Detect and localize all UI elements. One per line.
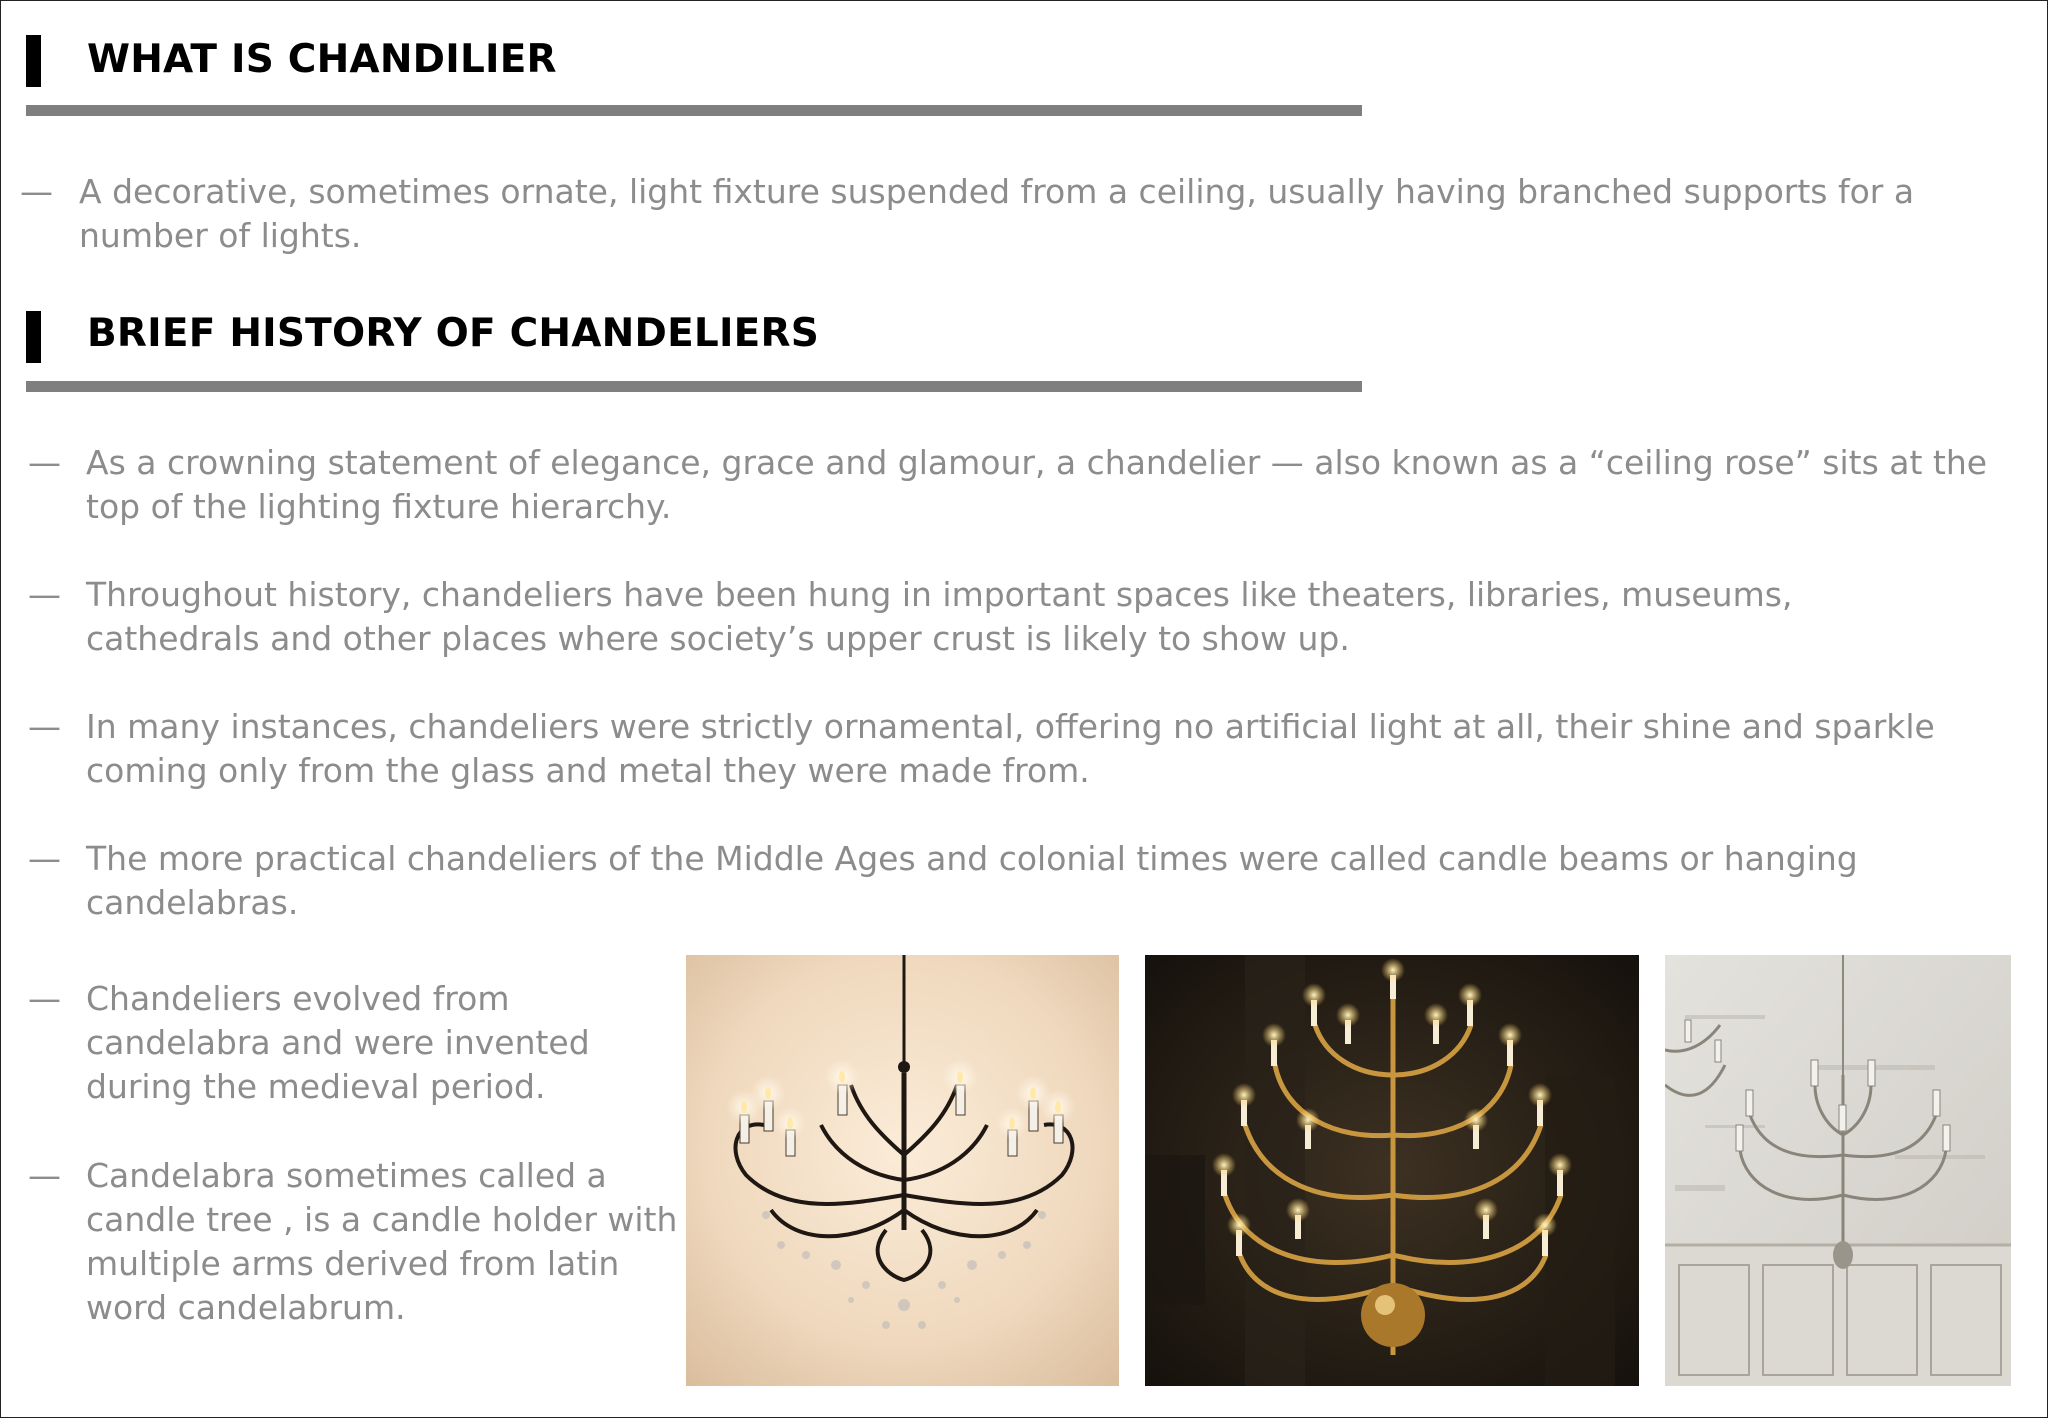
section-divider [26, 105, 1362, 116]
section-divider [26, 381, 1362, 392]
black-wrought-iron-chandelier-photo [686, 955, 1119, 1386]
list-item-text: Throughout history, chandeliers have been hung in important spaces like theaters, libraries, museums, cathedrals and other places where society’s upper crust is likely to show up. [86, 575, 1793, 658]
bullet-dash: — [20, 172, 53, 211]
list-item-text: The more practical chandeliers of the Middle Ages and colonial times were called candle beams or hanging candelabras. [86, 839, 1858, 922]
section-title-what-is-chandelier: WHAT IS CHANDILIER [87, 37, 557, 82]
list-item [28, 1154, 683, 1330]
list-item [20, 170, 2020, 258]
list-item-text: Candelabra sometimes called a candle tree , is a candle holder with multiple arms derived from latin word candelabrum. [86, 1156, 678, 1327]
list-item-text: Chandeliers evolved from candelabra and were invented during the medieval period. [86, 979, 590, 1106]
bullet-dash: — [28, 443, 61, 482]
bullet-dash: — [28, 839, 61, 878]
list-item [28, 573, 1928, 661]
list-item-text: In many instances, chandeliers were strictly ornamental, offering no artificial light at all, their shine and sparkle coming only from the glass and metal they were made from. [86, 707, 1935, 790]
bullet-dash: — [28, 575, 61, 614]
bullet-dash: — [28, 707, 61, 746]
section-marker [26, 311, 41, 363]
list-item [28, 837, 2043, 925]
white-distressed-chandelier-photo [1665, 955, 2011, 1386]
bullet-dash: — [28, 979, 61, 1018]
list-item [28, 977, 668, 1109]
list-item-text: A decorative, sometimes ornate, light fixture suspended from a ceiling, usually having branched supports for a number of lights. [79, 172, 1915, 255]
section-title-brief-history: BRIEF HISTORY OF CHANDELIERS [87, 311, 820, 356]
list-item-text: As a crowning statement of elegance, grace and glamour, a chandelier — also known as a “ceiling rose” sits at the top of the lighting fixture hierarchy. [86, 443, 1988, 526]
section-marker [26, 35, 41, 87]
list-item [28, 441, 2043, 529]
list-item [28, 705, 2043, 793]
bullet-dash: — [28, 1156, 61, 1195]
brass-candle-chandelier-photo [1145, 955, 1639, 1386]
